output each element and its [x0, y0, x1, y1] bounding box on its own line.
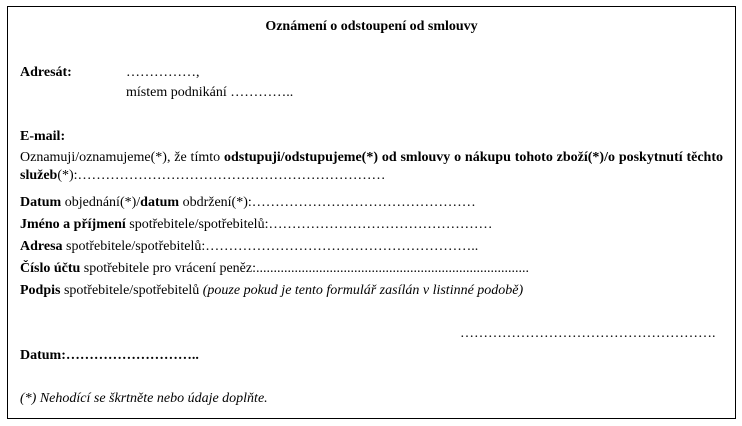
date-line: Datum:………………………..: [20, 348, 199, 363]
account-text: spotřebitele pro vrácení peněz:..............................................................................: [80, 261, 529, 276]
name-label: Jméno a příjmení: [20, 217, 126, 232]
order-date-text-2: obdržení(*):…………………………………………: [179, 195, 476, 210]
signature-label: Podpis: [20, 283, 61, 298]
signature-note: (pouze pokud je tento formulář zasílán v listinné podobě): [202, 283, 524, 298]
footnote: (*) Nehodící se škrtněte nebo údaje doplňte.: [20, 391, 268, 406]
address-line: [20, 238, 478, 256]
signature-line: ……………………………………………….: [460, 326, 716, 341]
name-text: spotřebitele/spotřebitelů:…………………………………………: [125, 217, 493, 232]
address-text: spotřebitele/spotřebitelů:…………………………………………………..: [62, 239, 479, 254]
signature-text: spotřebitele/spotřebitelů: [60, 283, 203, 298]
name-line: [20, 216, 492, 234]
notice-bold-text: odstupuji/odstupujeme(*) od smlouvy o nákupu tohoto zboží(*)/o poskytnutí těchto služeb: [20, 150, 723, 183]
withdrawal-form: [7, 6, 736, 419]
email-label: E-mail:: [20, 129, 66, 144]
account-line: [20, 260, 529, 278]
account-label: Číslo účtu: [20, 261, 81, 276]
form-title: Oznámení o odstoupení od smlouvy: [265, 19, 478, 34]
notice-text: Oznamuji/oznamujeme(*), že tímto: [20, 150, 224, 165]
signature-label-line: [20, 282, 523, 300]
withdrawal-notice-line-1: [20, 149, 723, 185]
notice-text-end: (*):…………………………………………………………: [57, 168, 386, 183]
adresat-line-2: místem podnikání …………..: [126, 85, 294, 100]
order-date-bold-2: datum: [140, 195, 180, 210]
adresat-line-1: ……………,: [126, 65, 200, 80]
adresat-label: Adresát:: [20, 65, 72, 80]
order-date-text-1: objednání(*)/: [61, 195, 141, 210]
order-date-bold-1: Datum: [20, 195, 62, 210]
order-date-line: [20, 194, 476, 212]
address-label: Adresa: [20, 239, 63, 254]
